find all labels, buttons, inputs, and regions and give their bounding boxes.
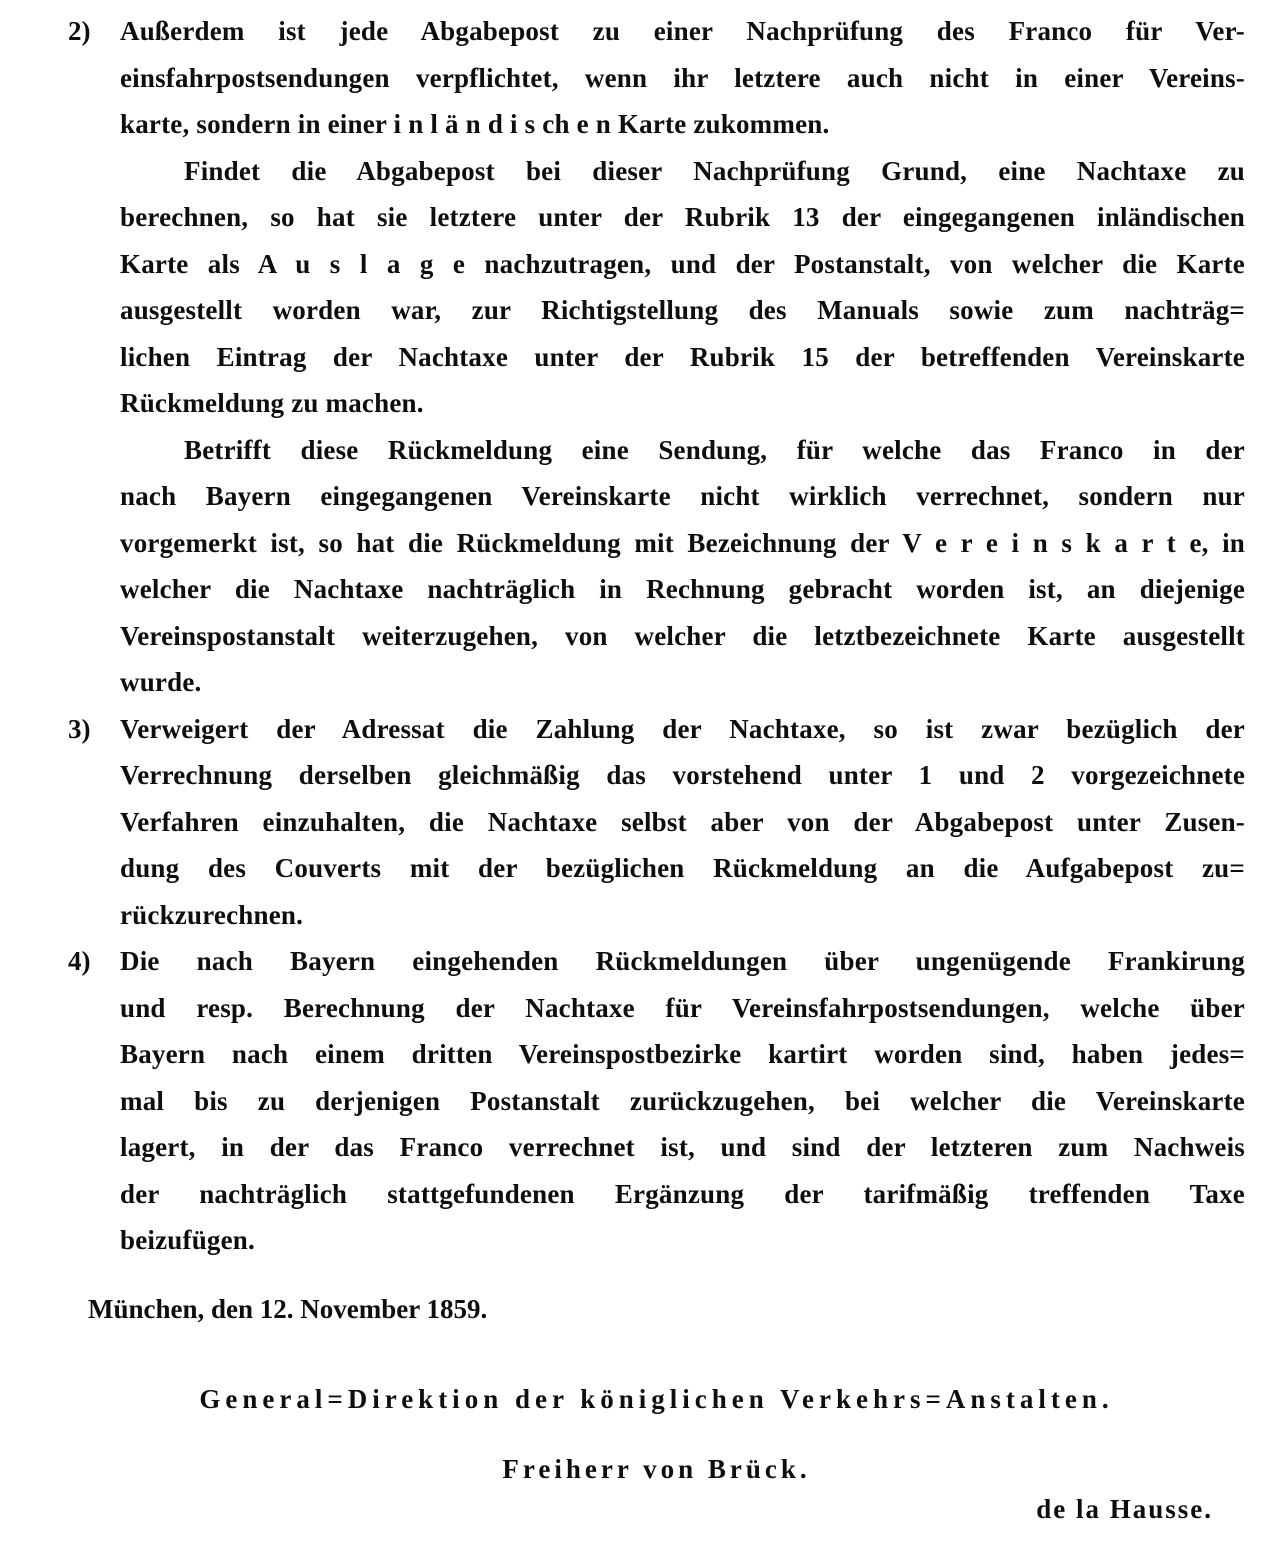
text-line: Vereinspostanstalt weiterzugehen, von welcher die letztbezeichnete Karte ausgestellt xyxy=(120,620,1245,651)
text-line: vorgemerkt ist, so hat die Rückmeldung mit Bezeichnung der V e r e i n s k a r t e, in xyxy=(120,527,1245,558)
list-item-4 xyxy=(68,938,1245,1264)
paragraph xyxy=(120,8,1245,148)
text-line: rückzurechnen. xyxy=(120,899,304,930)
text-line: berechnen, so hat sie letztere unter der Rubrik 13 der eingegangenen inländischen xyxy=(120,202,1245,232)
text-line: der nachträglich stattgefundenen Ergänzung der tarifmäßig treffenden Taxe xyxy=(120,1178,1245,1209)
text-line: Findet die Abgabepost bei dieser Nachprüfung Grund, eine Nachtaxe zu xyxy=(184,155,1245,186)
countersignature: de la Hausse. xyxy=(1036,1493,1213,1524)
issuing-authority: General=Direktion der königlichen Verkehrs=Anstalten. xyxy=(199,1383,1114,1414)
text-line: Verfahren einzuhalten, die Nachtaxe selbst aber von der Abgabepost unter Zusen- xyxy=(120,806,1245,837)
list-item-2 xyxy=(68,8,1245,706)
dateline: München, den 12. November 1859. xyxy=(88,1293,488,1324)
text-line: wurde. xyxy=(120,667,202,697)
text-line: Betrifft diese Rückmeldung eine Sendung, für welche das Franco in der xyxy=(184,434,1245,465)
text-line: einsfahrpostsendungen verpflichtet, wenn ihr letztere auch nicht in einer Vereins- xyxy=(120,62,1245,93)
text-line: Karte als A u s l a g e nachzutragen, und der Postanstalt, von welcher die Karte xyxy=(120,248,1245,279)
text-line: ausgestellt worden war, zur Richtigstellung des Manuals sowie zum nachträg= xyxy=(120,295,1245,325)
paragraph xyxy=(120,148,1245,427)
text-line: mal bis zu derjenigen Postanstalt zurückzugehen, bei welcher die Vereinskarte xyxy=(120,1085,1245,1116)
text-line: Bayern nach einem dritten Vereinspostbezirke kartirt worden sind, haben jedes= xyxy=(120,1039,1245,1069)
text-line: lichen Eintrag der Nachtaxe unter der Rubrik 15 der betreffenden Vereinskarte xyxy=(120,341,1245,372)
text-line: Verrechnung derselben gleichmäßig das vorstehend unter 1 und 2 vorgezeichnete xyxy=(120,760,1245,790)
text-line: beizufügen. xyxy=(120,1225,255,1255)
list-item-3 xyxy=(68,706,1245,939)
text-line: Die nach Bayern eingehenden Rückmeldungen über ungenügende Frankirung xyxy=(120,946,1245,976)
text-line: nach Bayern eingegangenen Vereinskarte nicht wirklich verrechnet, sondern nur xyxy=(120,481,1245,511)
paragraph xyxy=(120,427,1245,706)
paragraph xyxy=(120,706,1245,939)
text-line: lagert, in der das Franco verrechnet ist, und sind der letzteren zum Nachweis xyxy=(120,1132,1245,1162)
paragraph xyxy=(120,938,1245,1264)
text-line: dung des Couverts mit der bezüglichen Rückmeldung an die Aufgabepost zu= xyxy=(120,853,1245,883)
text-line: und resp. Berechnung der Nachtaxe für Vereinsfahrpostsendungen, welche über xyxy=(120,992,1245,1023)
text-line: welcher die Nachtaxe nachträglich in Rechnung gebracht worden ist, an diejenige xyxy=(120,574,1245,604)
item-number: 3) xyxy=(68,713,91,744)
item-number: 2) xyxy=(68,16,91,46)
text-line: Verweigert der Adressat die Zahlung der Nachtaxe, so ist zwar bezüglich der xyxy=(120,713,1245,744)
text-line: Rückmeldung zu machen. xyxy=(120,388,424,418)
item-number: 4) xyxy=(68,946,91,976)
text-line: Außerdem ist jede Abgabepost zu einer Nachprüfung des Franco für Ver- xyxy=(120,16,1245,46)
signature: Freiherr von Brück. xyxy=(502,1453,811,1484)
text-line: karte, sondern in einer i n l ä n d i s ch e n Karte zukommen. xyxy=(120,109,830,139)
